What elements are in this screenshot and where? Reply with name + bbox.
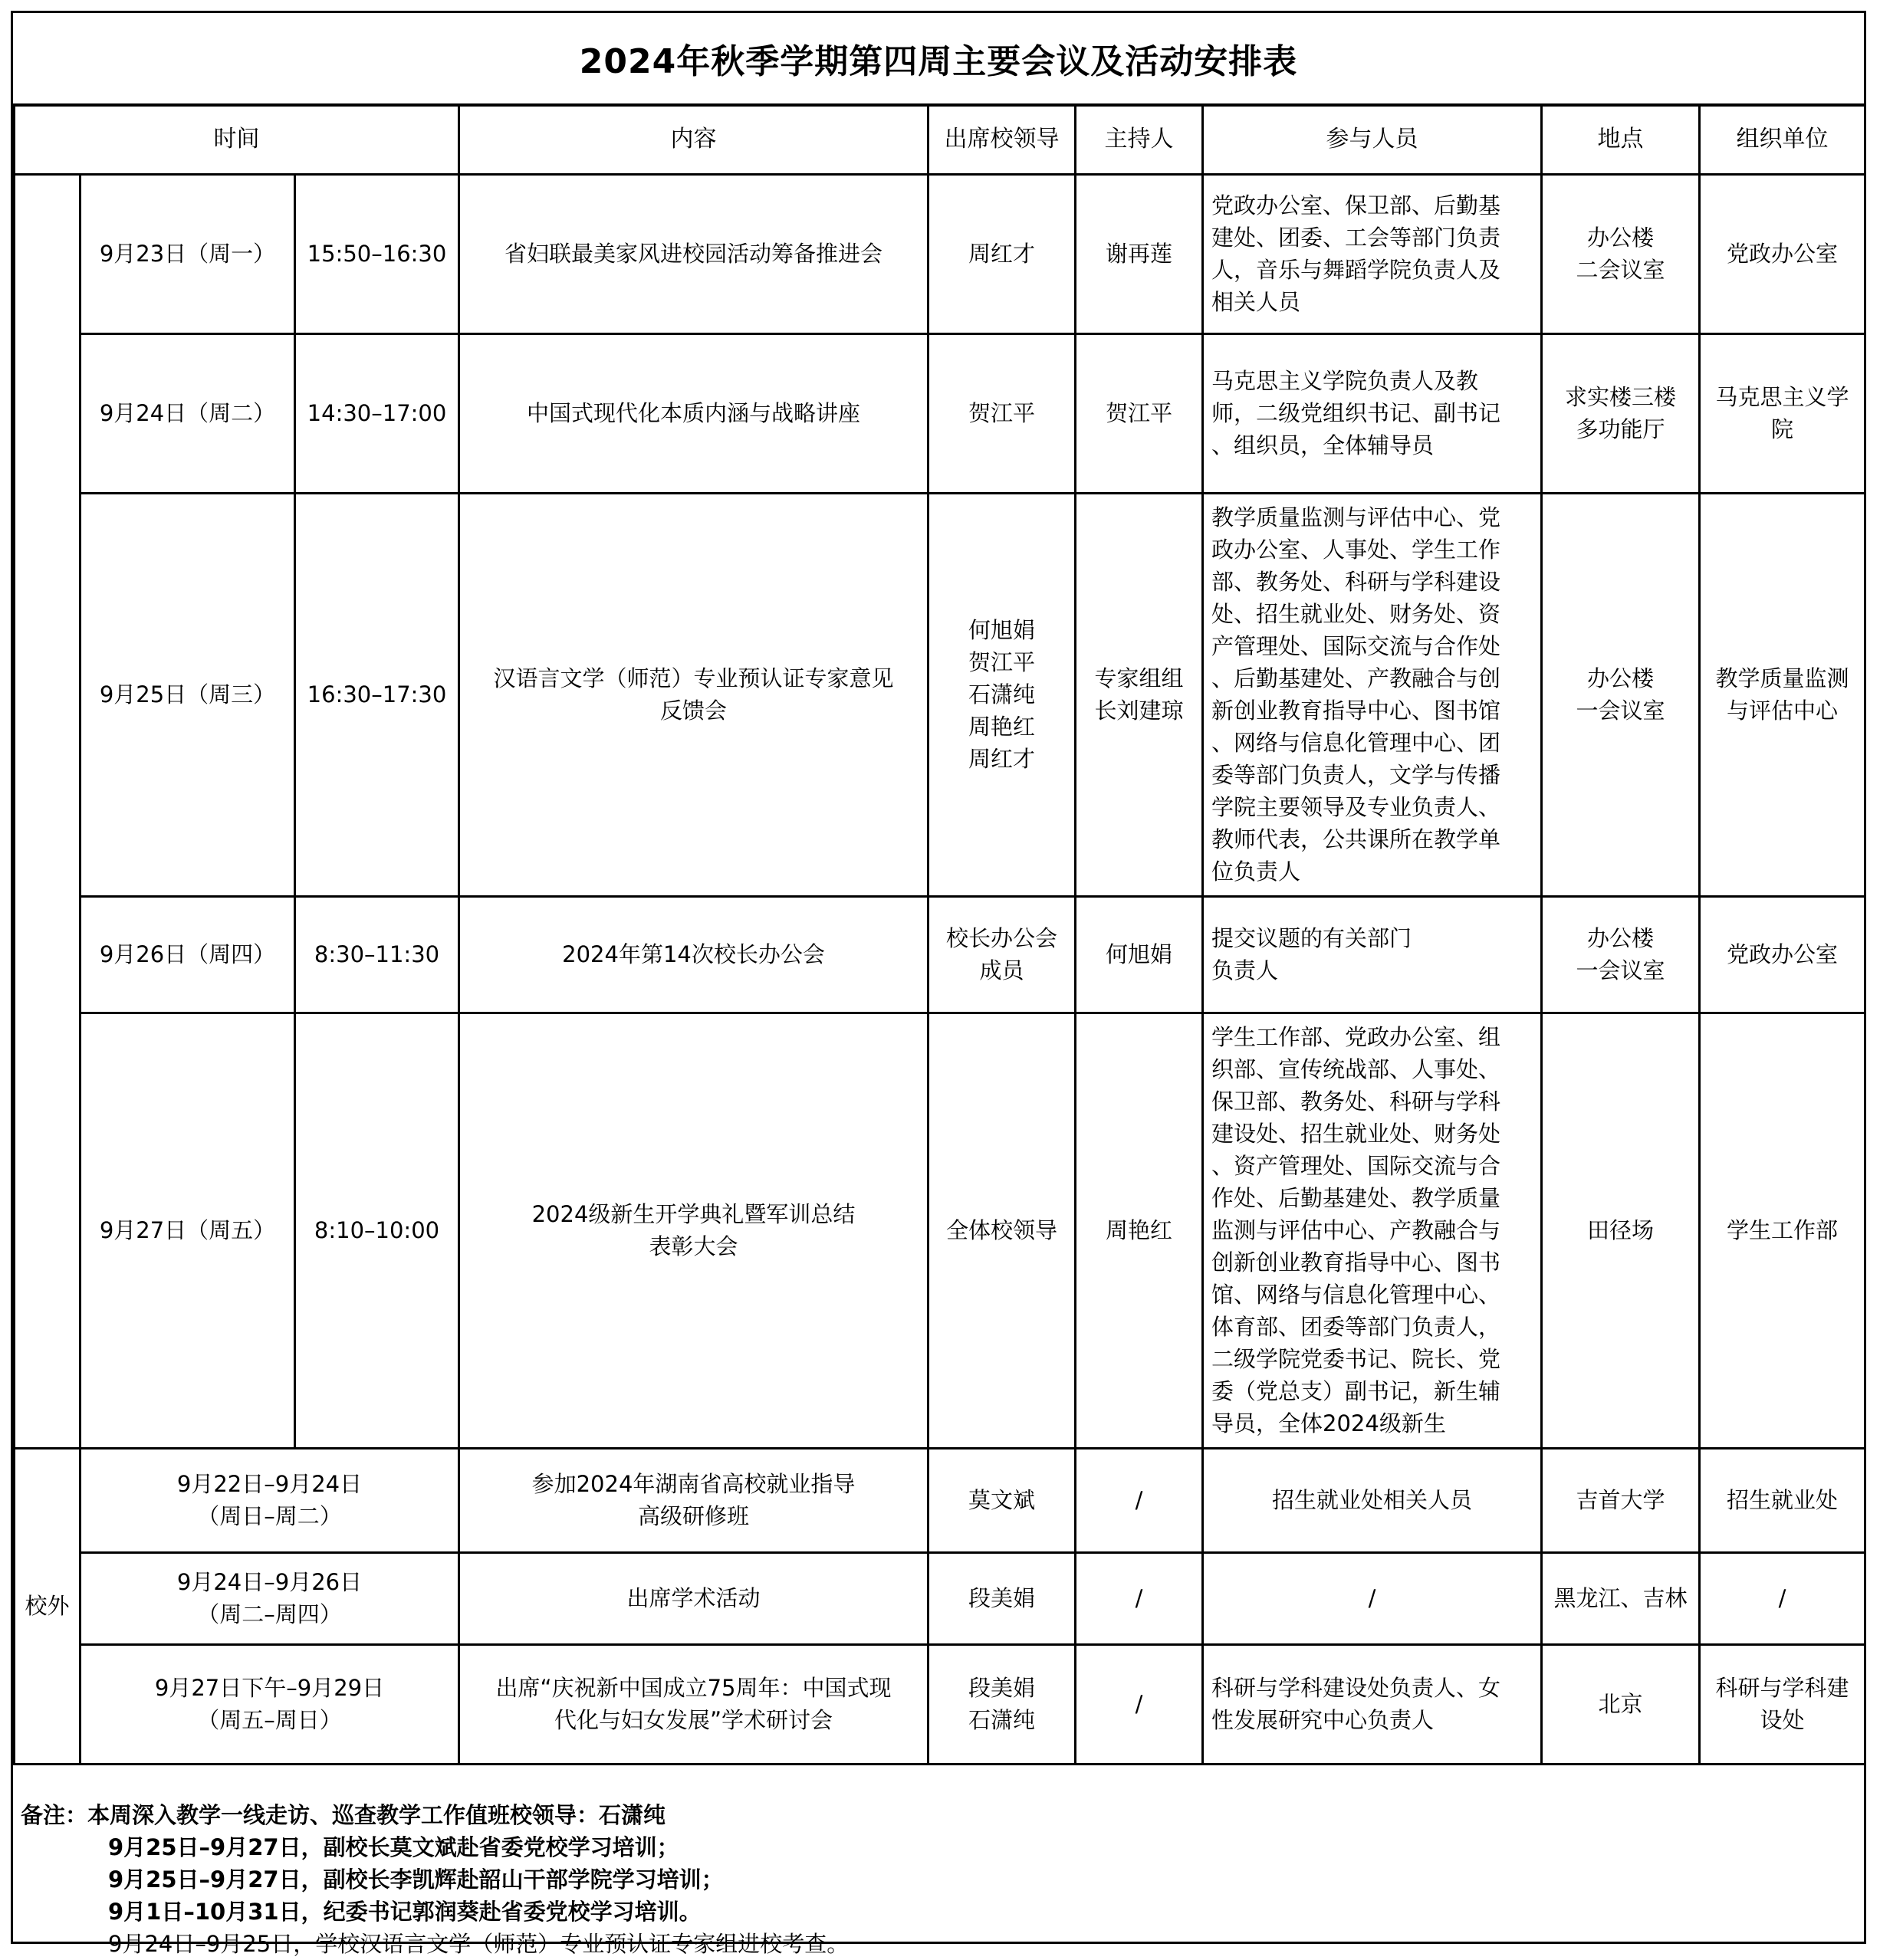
cell-line: 科研与学科建设处负责人、女 [1211,1675,1501,1701]
cell-line: 9月27日下午–9月29日 [154,1675,385,1701]
cell-line: 段美娟 [968,1585,1036,1611]
content-cell [459,493,928,896]
table-row [15,333,1865,493]
cell-line: 9月22日–9月24日 [176,1471,363,1497]
cell-line: 北京 [1598,1691,1643,1717]
leaders-cell [928,174,1076,333]
notes-line-2: 9月25日–9月27日，副校长莫文斌赴省委党校学习培训； [108,1834,679,1860]
cell-line: 相关人员 [1211,289,1301,315]
cell-line: 多功能厅 [1576,416,1665,442]
cell-line: 出席“庆祝新中国成立75周年：中国式现 [495,1675,892,1701]
cell-line: 求实楼三楼 [1565,384,1677,410]
organizer-cell [1700,1448,1865,1552]
participants-cell [1203,1552,1542,1644]
header-content: 内容 [459,105,928,174]
date-cell: 9月27日（周五） [81,1013,295,1448]
date-cell: 9月26日（周四） [81,896,295,1013]
notes-line-3: 9月25日–9月27日，副校长李凯辉赴韶山干部学院学习培训； [108,1866,724,1893]
host-cell [1076,1448,1203,1552]
cell-line: 吉首大学 [1576,1487,1665,1513]
time-cell: 16:30–17:30 [295,493,459,896]
table-row [15,174,1865,333]
participants-cell [1203,493,1542,896]
cell-line: 招生就业处相关人员 [1272,1487,1473,1513]
cell-line: 代化与妇女发展”学术研讨会 [554,1707,833,1733]
cell-line: 专家组组 [1094,665,1184,691]
header-leaders: 出席校领导 [928,105,1076,174]
cell-line: 段美娟 [968,1675,1036,1701]
cell-line: 一会议室 [1576,957,1665,983]
cell-line: 一会议室 [1576,698,1665,724]
cell-line: 中国式现代化本质内涵与战略讲座 [527,400,861,426]
leaders-cell [928,493,1076,896]
organizer-cell [1700,333,1865,493]
host-cell [1076,1644,1203,1764]
cell-line: 教学质量监测 [1715,665,1849,691]
cell-line: 党政办公室 [1727,941,1839,967]
host-cell [1076,174,1203,333]
cell-line: 2024年第14次校长办公会 [562,941,825,967]
cell-line: 招生就业处 [1727,1487,1839,1513]
cell-line: 学生工作部、党政办公室、组 [1211,1024,1501,1050]
cell-line: 何旭娟 [1106,941,1173,967]
cell-line: 表彰大会 [649,1233,738,1259]
notes-duty-leader: 本周深入教学一线走访、巡查教学工作值班校领导：石潇纯 [87,1802,666,1828]
section-offcampus-label: 校外 [15,1448,81,1764]
cell-line: 设处 [1760,1707,1805,1733]
cell-line: 办公楼 [1587,665,1655,691]
cell-line: 建设处、招生就业处、财务处 [1211,1121,1501,1147]
cell-line: 新创业教育指导中心、图书馆 [1211,698,1501,724]
leaders-cell [928,1013,1076,1448]
cell-line: 办公楼 [1587,925,1655,951]
cell-line: 谢再莲 [1106,241,1173,267]
participants-cell [1203,1013,1542,1448]
cell-line: 马克思主义学 [1715,384,1849,410]
cell-line: 作处、后勤基建处、教学质量 [1211,1185,1501,1211]
table-row [15,1552,1865,1644]
cell-line: 贺江平 [968,649,1036,675]
table-row [15,1013,1865,1448]
participants-cell [1203,896,1542,1013]
cell-line: 2024级新生开学典礼暨军训总结 [531,1201,856,1227]
cell-line: / [1778,1585,1786,1611]
date-cell: 9月25日（周三） [81,493,295,896]
cell-line: 、网络与信息化管理中心、团 [1211,730,1501,756]
notes-section [13,1776,1864,1957]
cell-line: （周五–周日） [197,1707,342,1733]
cell-line: 科研与学科建 [1715,1675,1849,1701]
cell-line: 提交议题的有关部门 [1211,925,1412,951]
cell-line: 二级学院党委书记、院长、党 [1211,1346,1501,1372]
cell-line: 委（党总支）副书记，新生辅 [1211,1378,1501,1404]
cell-line: 委等部门负责人，文学与传播 [1211,762,1501,788]
host-cell [1076,896,1203,1013]
notes-label: 备注： [21,1802,88,1828]
organizer-cell [1700,1644,1865,1764]
schedule-table [13,103,1866,1765]
cell-line: 教学质量监测与评估中心、党 [1211,504,1501,530]
cell-line: 党政办公室、保卫部、后勤基 [1211,192,1501,218]
organizer-cell [1700,493,1865,896]
date-cell: 9月24日（周二） [81,333,295,493]
schedule-sheet [11,11,1866,1957]
host-cell [1076,493,1203,896]
organizer-cell [1700,1552,1865,1644]
cell-line: 与评估中心 [1727,698,1839,724]
cell-line: （周日–周二） [197,1503,342,1529]
table-row [15,493,1865,896]
cell-line: 周艳红 [1106,1217,1173,1243]
organizer-cell [1700,174,1865,333]
header-organizer: 组织单位 [1700,105,1865,174]
location-cell [1542,333,1700,493]
cell-line: 建处、团委、工会等部门负责 [1211,225,1501,251]
cell-line: 出席学术活动 [626,1585,761,1611]
location-cell [1542,493,1700,896]
cell-line: 保卫部、教务处、科研与学科 [1211,1088,1501,1115]
cell-line: 性发展研究中心负责人 [1211,1707,1435,1733]
organizer-cell [1700,1013,1865,1448]
page-title: 2024年秋季学期第四周主要会议及活动安排表 [579,42,1298,81]
cell-line: 全体校领导 [946,1217,1058,1243]
cell-line: 贺江平 [968,400,1036,426]
table-row [15,1644,1865,1764]
header-row [15,105,1865,174]
cell-line: 莫文斌 [968,1487,1036,1513]
cell-line: 监测与评估中心、产教融合与 [1211,1217,1501,1243]
cell-line: 9月24日–9月26日 [176,1569,363,1595]
organizer-cell [1700,896,1865,1013]
cell-line: 何旭娟 [968,617,1036,643]
notes-line-1 [21,1799,1864,1831]
cell-line: 周红才 [968,746,1036,772]
cell-line: 参加2024年湖南省高校就业指导 [531,1471,856,1497]
table-row [15,1448,1865,1552]
cell-line: 周红才 [968,241,1036,267]
cell-line: 田径场 [1587,1217,1655,1243]
cell-line: 高级研修班 [638,1503,750,1529]
time-cell: 8:10–10:00 [295,1013,459,1448]
content-cell [459,1644,928,1764]
time-cell: 14:30–17:00 [295,333,459,493]
notes-line-4: 9月1日–10月31日，纪委书记郭润葵赴省委党校学习培训。 [108,1899,702,1925]
cell-line: 办公楼 [1587,225,1655,251]
cell-line: 处、招生就业处、财务处、资 [1211,601,1501,627]
cell-line: 教师代表，公共课所在教学单 [1211,826,1501,852]
cell-line: 导员，全体2024级新生 [1211,1410,1446,1436]
participants-cell [1203,1644,1542,1764]
cell-line: 位负责人 [1211,859,1301,885]
header-location: 地点 [1542,105,1700,174]
cell-line: 贺江平 [1106,400,1173,426]
leaders-cell [928,896,1076,1013]
cell-line: 馆、网络与信息化管理中心、 [1211,1282,1501,1308]
cell-line: 省妇联最美家风进校园活动筹备推进会 [505,241,883,267]
host-cell [1076,1013,1203,1448]
time-cell: 8:30–11:30 [295,896,459,1013]
cell-line: 、资产管理处、国际交流与合 [1211,1153,1501,1179]
location-cell [1542,896,1700,1013]
cell-line: 院 [1771,416,1794,442]
location-cell [1542,1448,1700,1552]
cell-line: 人，音乐与舞蹈学院负责人及 [1211,257,1501,283]
notes-line-5: 9月24日–9月25日，学校汉语言文学（师范）专业预认证专家组进校考查。 [108,1931,850,1957]
cell-line: 石潇纯 [968,1707,1036,1733]
cell-line: 马克思主义学院负责人及教 [1211,368,1479,394]
cell-line: 成员 [979,957,1024,983]
date-cell [81,1552,459,1644]
location-cell [1542,1552,1700,1644]
leaders-cell [928,1448,1076,1552]
cell-line: 反馈会 [660,698,728,724]
header-host: 主持人 [1076,105,1203,174]
cell-line: 周艳红 [968,714,1036,740]
leaders-cell [928,1644,1076,1764]
cell-line: 负责人 [1211,957,1279,983]
cell-line: / [1135,1691,1143,1717]
cell-line: 产管理处、国际交流与合作处 [1211,633,1501,659]
time-cell: 15:50–16:30 [295,174,459,333]
host-cell [1076,1552,1203,1644]
content-cell [459,1013,928,1448]
cell-line: / [1135,1487,1143,1513]
cell-line: / [1135,1585,1143,1611]
location-cell [1542,1013,1700,1448]
content-cell [459,174,928,333]
cell-line: 部、教务处、科研与学科建设 [1211,569,1501,595]
cell-line: （周二–周四） [197,1601,342,1627]
cell-line: 创新创业教育指导中心、图书 [1211,1249,1501,1275]
header-time: 时间 [15,105,459,174]
cell-line: 校长办公会 [946,925,1058,951]
date-cell [81,1644,459,1764]
content-cell [459,896,928,1013]
cell-line: 体育部、团委等部门负责人， [1211,1314,1501,1340]
leaders-cell [928,333,1076,493]
cell-line: 、组织员，全体辅导员 [1211,432,1435,458]
host-cell [1076,333,1203,493]
content-cell [459,333,928,493]
cell-line: 、后勤基建处、产教融合与创 [1211,665,1501,691]
cell-line: 黑龙江、吉林 [1553,1585,1688,1611]
content-cell [459,1552,928,1644]
header-participants: 参与人员 [1203,105,1542,174]
section-oncampus [15,174,81,1448]
table-row [15,896,1865,1013]
cell-line: / [1368,1585,1376,1611]
participants-cell [1203,1448,1542,1552]
cell-line: 汉语言文学（师范）专业预认证专家意见 [493,665,894,691]
cell-line: 织部、宣传统战部、人事处、 [1211,1056,1501,1082]
cell-line: 党政办公室 [1727,241,1839,267]
cell-line: 石潇纯 [968,681,1036,708]
cell-line: 二会议室 [1576,257,1665,283]
date-cell: 9月23日（周一） [81,174,295,333]
date-cell [81,1448,459,1552]
participants-cell [1203,333,1542,493]
leaders-cell [928,1552,1076,1644]
participants-cell [1203,174,1542,333]
cell-line: 长刘建琼 [1094,698,1184,724]
cell-line: 学生工作部 [1727,1217,1839,1243]
location-cell [1542,1644,1700,1764]
content-cell [459,1448,928,1552]
cell-line: 学院主要领导及专业负责人、 [1211,794,1501,820]
cell-line: 政办公室、人事处、学生工作 [1211,537,1501,563]
location-cell [1542,174,1700,333]
cell-line: 师，二级党组织书记、副书记 [1211,400,1501,426]
